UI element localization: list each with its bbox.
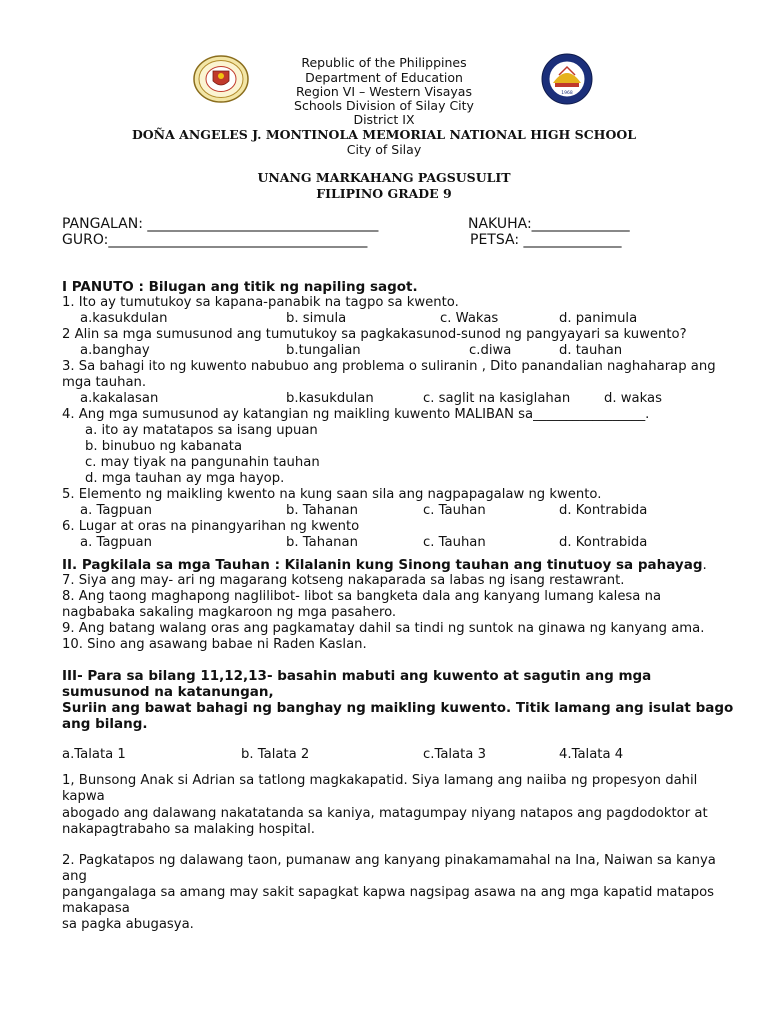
q2-option-b: b.tungalian bbox=[286, 343, 361, 358]
paragraph-2-line-3: pangangalaga sa amang may sakit sapagkat kapwa nagsipag asawa na ang mga kapatid matapos bbox=[62, 885, 715, 900]
q3-option-d: d. wakas bbox=[604, 391, 662, 406]
pangalan-field[interactable]: PANGALAN: _________________________________ bbox=[62, 216, 379, 232]
part3-title-line-3: Suriin ang bawat bahagi ng banghay ng maikling kuwento. Titik lamang ang isulat bago bbox=[62, 700, 734, 716]
q6-option-d: d. Kontrabida bbox=[559, 535, 648, 550]
question-1: 1. Ito ay tumutukoy sa kapana-panabik na tagpo sa kwento. bbox=[62, 295, 459, 310]
seal-year: 1968 bbox=[561, 91, 573, 96]
question-2: 2 Alin sa mga sumusunod ang tumutukoy sa pagkakasunod-sunod ng pangyayari sa kuwento? bbox=[62, 327, 687, 342]
paragraph-1-line-3: abogado ang dalawang nakatatanda sa kaniya, matagumpay niyang natapos ang pagdodoktor at bbox=[62, 806, 708, 821]
part2-title-text: II. Pagkilala sa mga Tauhan : Kilalanin kung Sinong tauhan ang tinutuoy sa pahayag bbox=[62, 557, 703, 573]
part2-title bbox=[62, 557, 707, 573]
q1-option-b: b. simula bbox=[286, 311, 347, 326]
paragraph-2-line-1: 2. Pagkatapos ng dalawang taon, pumanaw ang kanyang pinakamamahal na Ina, Naiwan sa kanya bbox=[62, 853, 716, 868]
q4-option-a: a. ito ay matatapos sa isang upuan bbox=[85, 423, 318, 438]
header-line-2: Department of Education bbox=[305, 70, 463, 85]
q6-option-c: c. Tauhan bbox=[423, 535, 486, 550]
paragraph-1-line-2: kapwa bbox=[62, 789, 105, 804]
part2-title-period: . bbox=[702, 557, 707, 573]
question-6: 6. Lugar at oras na pinangyarihan ng kwento bbox=[62, 519, 360, 534]
school-city: City of Silay bbox=[346, 142, 422, 157]
q5-option-a: a. Tagpuan bbox=[80, 503, 152, 518]
petsa-field[interactable]: PETSA: ______________ bbox=[470, 232, 622, 248]
q2-option-d: d. tauhan bbox=[559, 343, 623, 358]
q3-option-b: b.kasukdulan bbox=[286, 391, 374, 406]
q4-option-c: c. may tiyak na pangunahin tauhan bbox=[85, 455, 320, 470]
paragraph-1-line-1: 1, Bunsong Anak si Adrian sa tatlong magkakapatid. Siya lamang ang naiiba ng propesyon dahil bbox=[62, 773, 698, 788]
q5-option-b: b. Tahanan bbox=[286, 503, 358, 518]
header-line-5: District IX bbox=[353, 112, 415, 127]
question-8: 8. Ang taong maghapong naglilibot- libot sa bangketa dala ang kanyang lumang kalesa na bbox=[62, 589, 662, 604]
question-9: 9. Ang batang walang oras ang pagkamatay dahil sa tindi ng suntok na ginawa ng kanyang ama. bbox=[62, 621, 705, 636]
exam-title: UNANG MARKAHANG PAGSUSULIT bbox=[257, 170, 511, 185]
part3-title-line-1: III- Para sa bilang 11,12,13- basahin mabuti ang kuwento at sagutin ang mga bbox=[62, 668, 652, 684]
q2-option-a: a.banghay bbox=[80, 343, 150, 358]
q4-option-d: d. mga tauhan ay mga hayop. bbox=[85, 471, 285, 486]
part1-title: I PANUTO : Bilugan ang titik ng napiling sagot. bbox=[62, 279, 418, 295]
q3-option-a: a.kakalasan bbox=[80, 391, 159, 406]
q5-option-c: c. Tauhan bbox=[423, 503, 486, 518]
header-line-4: Schools Division of Silay City bbox=[294, 98, 474, 113]
q6-option-b: b. Tahanan bbox=[286, 535, 358, 550]
q4-option-b: b. binubuo ng kabanata bbox=[85, 439, 243, 454]
question-7: 7. Siya ang may- ari ng magarang kotseng nakaparada sa labas ng isang restawrant. bbox=[62, 573, 625, 588]
paragraph-2-line-4: makapasa bbox=[62, 901, 130, 916]
nakuha-field[interactable]: NAKUHA:______________ bbox=[468, 216, 630, 232]
q5-option-d: d. Kontrabida bbox=[559, 503, 648, 518]
choice-talata-2: b. Talata 2 bbox=[241, 747, 310, 762]
part3-title-line-4: ang bilang. bbox=[62, 716, 148, 732]
q3-option-c: c. saglit na kasiglahan bbox=[423, 391, 571, 406]
paragraph-2-line-2: ang bbox=[62, 869, 87, 884]
question-3-cont: mga tauhan. bbox=[62, 375, 147, 390]
header-line-1: Republic of the Philippines bbox=[301, 55, 467, 70]
guro-field[interactable]: GURO:_____________________________________ bbox=[62, 232, 368, 248]
part3-title-line-2: sumusunod na katanungan, bbox=[62, 684, 274, 700]
q2-option-c: c.diwa bbox=[469, 343, 512, 358]
question-3: 3. Sa bahagi ito ng kuwento nabubuo ang problema o suliranin , Dito panandalian naghaharap ang bbox=[62, 359, 716, 374]
q1-option-c: c. Wakas bbox=[440, 311, 499, 326]
question-5: 5. Elemento ng maikling kwento na kung saan sila ang nagpapagalaw ng kwento. bbox=[62, 487, 602, 502]
question-4: 4. Ang mga sumusunod ay katangian ng maikling kuwento MALIBAN sa_________________. bbox=[62, 407, 650, 422]
paragraph-2-line-5: sa pagka abugasya. bbox=[62, 917, 194, 932]
choice-talata-3: c.Talata 3 bbox=[423, 747, 486, 762]
choice-talata-4: 4.Talata 4 bbox=[559, 747, 624, 762]
paragraph-1-line-4: nakapagtrabaho sa malaking hospital. bbox=[62, 822, 315, 837]
school-name: DOÑA ANGELES J. MONTINOLA MEMORIAL NATIONAL HIGH SCHOOL bbox=[131, 127, 637, 142]
question-10: 10. Sino ang asawang babae ni Raden Kaslan. bbox=[62, 637, 367, 652]
q6-option-a: a. Tagpuan bbox=[80, 535, 152, 550]
exam-subject: FILIPINO GRADE 9 bbox=[316, 186, 452, 201]
choice-talata-1: a.Talata 1 bbox=[62, 747, 126, 762]
q1-option-d: d. panimula bbox=[559, 311, 638, 326]
q1-option-a: a.kasukdulan bbox=[80, 311, 168, 326]
question-8-cont: nagbabaka sakaling magkaroon ng mga pasahero. bbox=[62, 605, 397, 620]
header-line-3: Region VI – Western Visayas bbox=[296, 84, 472, 99]
